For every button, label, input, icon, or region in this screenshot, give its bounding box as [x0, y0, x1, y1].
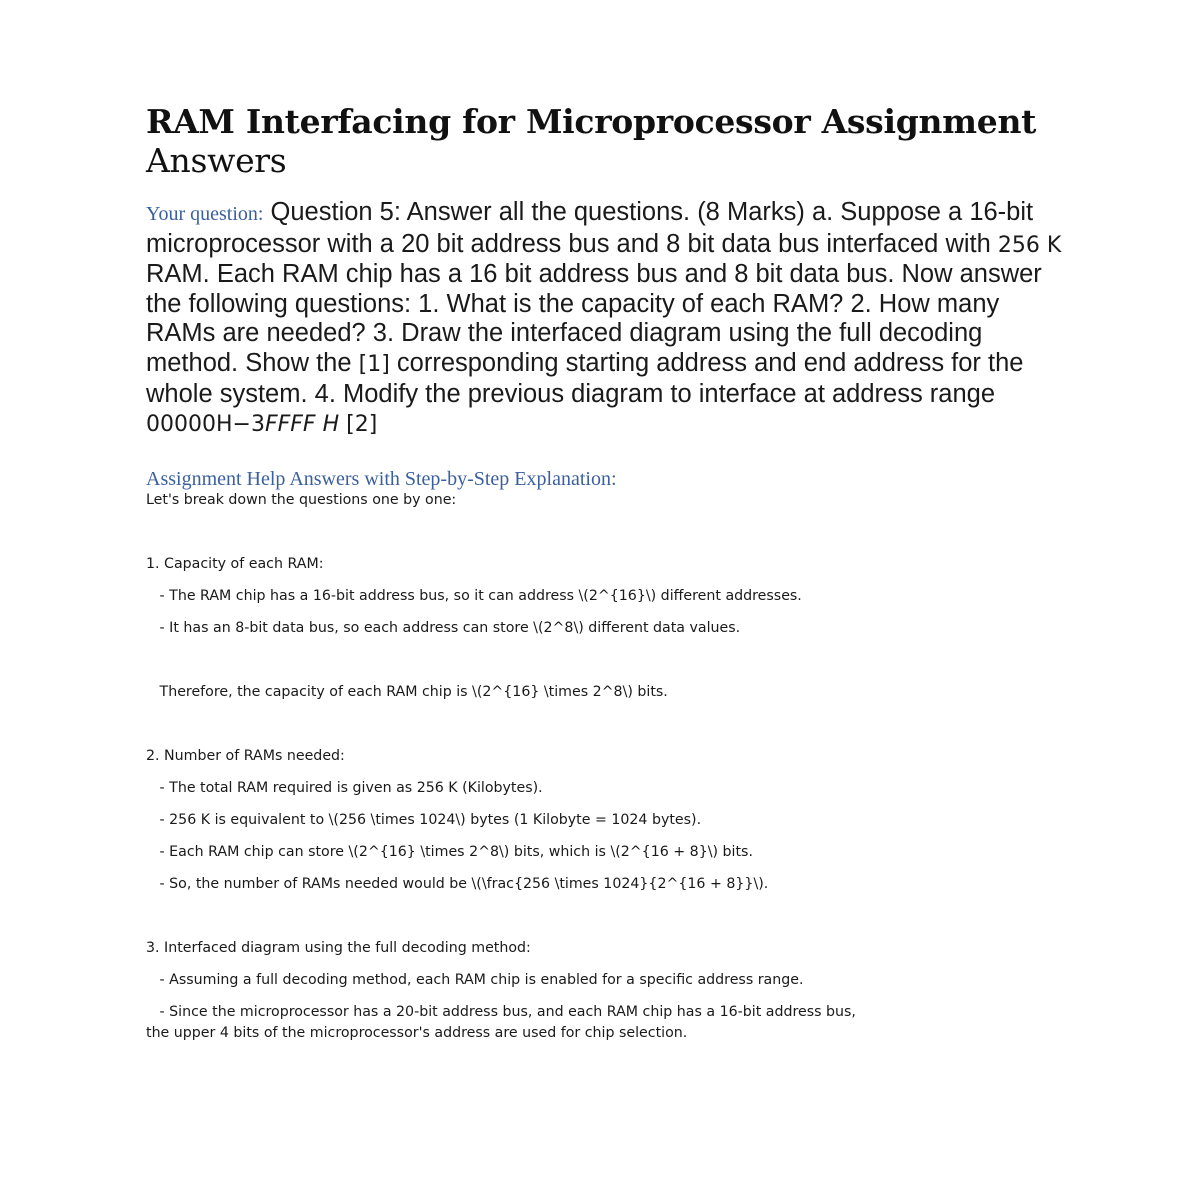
section-line: - So, the number of RAMs needed would be \(\frac{256 \times 1024}{2^{16 + 8}}\). — [146, 875, 769, 892]
section-line: - The total RAM required is given as 256 K (Kilobytes). — [146, 779, 543, 796]
section-heading: 1. Capacity of each RAM: — [146, 555, 324, 572]
section-conclusion: Therefore, the capacity of each RAM chip is \(2^{16} \times 2^8\) bits. — [146, 683, 668, 700]
page-title-main: RAM Interfacing for Microprocessor Assignment — [146, 102, 1037, 141]
section-line: - 256 K is equivalent to \(256 \times 1024\) bytes (1 Kilobyte = 1024 bytes). — [146, 811, 702, 828]
question-text-part-1: Question 5: Answer all the questions. (8 Marks) a. Suppose a 16-bit microprocessor with a 20 bit address bus and 8 bit data bus interfaced with — [146, 198, 1034, 258]
question-math-mark-2: [2] — [339, 412, 378, 438]
question-text-part-3: corresponding starting address and end address for the whole system. 4. Modify the previous diagram to interface at address range — [146, 348, 1024, 408]
section-line: - Assuming a full decoding method, each RAM chip is enabled for a specific address range. — [146, 971, 804, 988]
answer-section-1 — [146, 554, 1066, 703]
page-title — [146, 102, 1066, 180]
section-line: - Each RAM chip can store \(2^{16} \times 2^8\) bits, which is \(2^{16 + 8}\) bits. — [146, 843, 753, 860]
question-math-range-end: FFFF H — [264, 412, 340, 438]
section-line: - The RAM chip has a 16-bit address bus, so it can address \(2^{16}\) different addresses. — [146, 587, 802, 604]
answer-section-2 — [146, 746, 1066, 895]
question-block — [146, 198, 1066, 440]
section-line: - It has an 8-bit data bus, so each address can store \(2^8\) different data values. — [146, 619, 741, 636]
answer-section-3 — [146, 938, 1066, 1044]
answer-intro: Let's break down the questions one by one: — [146, 491, 457, 508]
answer-body — [146, 490, 1066, 1044]
question-label: Your question: — [146, 203, 264, 225]
question-math-range-start: 00000H−3 — [146, 412, 265, 438]
section-heading: 3. Interfaced diagram using the full decoding method: — [146, 939, 531, 956]
question-math-256k: 256 K — [997, 232, 1062, 258]
section-line: the upper 4 bits of the microprocessor's address are used for chip selection. — [146, 1024, 688, 1041]
answer-heading: Assignment Help Answers with Step-by-Step Explanation: — [146, 467, 617, 490]
page-title-suffix: Answers — [146, 141, 287, 180]
section-line: - Since the microprocessor has a 20-bit address bus, and each RAM chip has a 16-bit address bus, — [146, 1003, 856, 1020]
document-page — [146, 102, 1066, 1044]
section-heading: 2. Number of RAMs needed: — [146, 747, 345, 764]
question-math-mark-1: [1] — [358, 351, 390, 377]
question-text-part-2: RAM. Each RAM chip has a 16 bit address bus and 8 bit data bus. Now answer the following questions: 1. What is the capacity of each RAM? 2. How many RAMs are needed? 3. Draw the interfaced diagram using the full decoding method. Show the — [146, 260, 1042, 377]
